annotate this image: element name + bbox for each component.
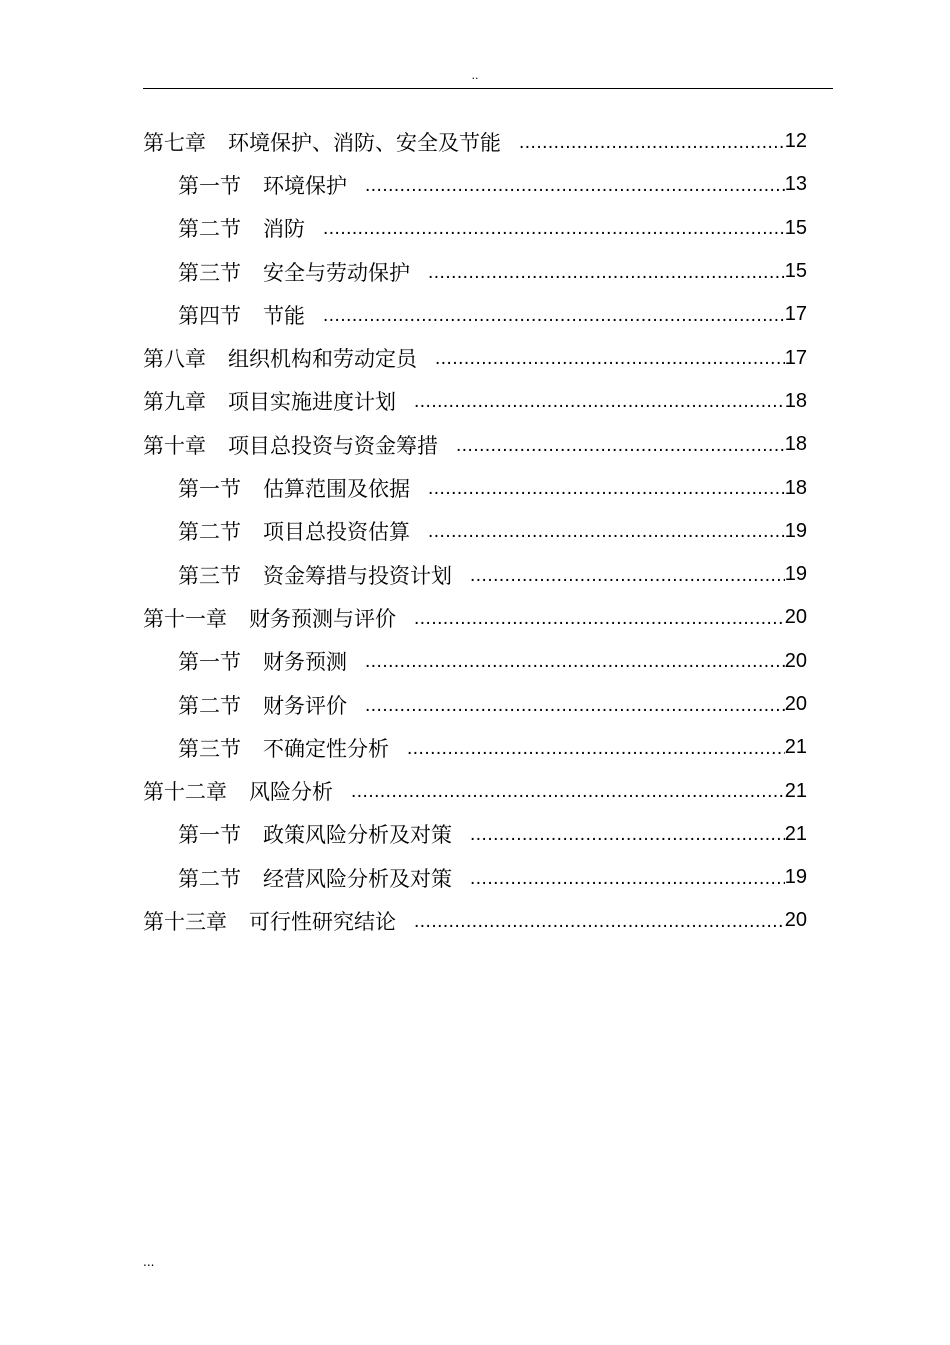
toc-entry-label: 第一节 [178,173,241,198]
toc-entry-title: 环境保护 [263,173,347,198]
toc-dot-leader [435,348,785,370]
toc-dot-leader [428,478,785,500]
toc-page-number: 21 [784,736,807,759]
toc-entry-label: 第十二章 [143,780,227,805]
toc-entry-label: 第二节 [178,866,241,891]
toc-entry-label: 第二节 [178,217,241,242]
toc-page-number: 17 [784,303,807,326]
toc-dot-leader [456,435,785,457]
toc-section-entry[interactable] [143,510,807,553]
toc-page-number: 18 [784,433,807,456]
table-of-contents [143,120,807,943]
toc-page-number: 15 [784,216,807,239]
toc-section-entry[interactable] [143,466,807,509]
toc-dot-leader [323,305,785,327]
toc-entry-label: 第三节 [178,260,241,285]
toc-entry-title: 财务预测 [263,650,347,675]
toc-page-number: 19 [784,563,807,586]
toc-dot-leader [365,695,785,717]
toc-dot-leader [414,911,785,933]
toc-dot-leader [470,824,785,846]
toc-section-entry[interactable] [143,726,807,769]
toc-dot-leader [428,262,785,284]
toc-section-entry[interactable] [143,250,807,293]
toc-page-number: 18 [784,476,807,499]
toc-page-number: 20 [784,909,807,932]
toc-page-number: 19 [784,866,807,889]
toc-chapter-entry[interactable] [143,899,807,942]
toc-page-number: 20 [784,606,807,629]
toc-section-entry[interactable] [143,553,807,596]
toc-entry-label: 第十一章 [143,606,227,631]
toc-dot-leader [414,608,785,630]
toc-entry-title: 不确定性分析 [263,736,389,761]
toc-entry-title: 经营风险分析及对策 [263,866,452,891]
toc-section-entry[interactable] [143,856,807,899]
toc-entry-title: 估算范围及依据 [263,477,410,502]
toc-entry-label: 第十章 [143,433,206,458]
toc-dot-leader [365,651,785,673]
toc-entry-label: 第八章 [143,347,206,372]
toc-dot-leader [323,218,785,240]
toc-entry-title: 组织机构和劳动定员 [228,347,417,372]
toc-entry-label: 第一节 [178,823,241,848]
toc-entry-title: 可行性研究结论 [249,909,396,934]
toc-chapter-entry[interactable] [143,380,807,423]
toc-page-number: 19 [784,519,807,542]
toc-dot-leader [407,738,785,760]
toc-chapter-entry[interactable] [143,120,807,163]
toc-page-number: 20 [784,693,807,715]
toc-entry-title: 项目总投资与资金筹措 [228,433,438,458]
toc-section-entry[interactable] [143,813,807,856]
toc-entry-title: 节能 [263,303,305,328]
toc-entry-label: 第三节 [178,563,241,588]
toc-entry-label: 第三节 [178,736,241,761]
toc-entry-title: 消防 [263,217,305,242]
toc-chapter-entry[interactable] [143,596,807,639]
header-rule [143,88,833,89]
toc-entry-title: 环境保护、消防、安全及节能 [228,130,501,155]
toc-page-number: 20 [784,649,807,672]
toc-section-entry[interactable] [143,683,807,726]
toc-dot-leader [519,132,785,154]
toc-entry-label: 第十三章 [143,909,227,934]
toc-dot-leader [470,868,785,890]
toc-entry-label: 第一节 [178,650,241,675]
toc-entry-title: 项目实施进度计划 [228,390,396,415]
toc-entry-title: 风险分析 [249,780,333,805]
toc-page-number: 21 [784,779,807,802]
toc-entry-label: 第一节 [178,477,241,502]
toc-entry-label: 第四节 [178,303,241,328]
toc-section-entry[interactable] [143,207,807,250]
toc-chapter-entry[interactable] [143,769,807,812]
header-mark: .. [471,69,479,82]
toc-entry-label: 第二节 [178,520,241,545]
toc-page-number: 17 [784,346,807,369]
toc-dot-leader [470,565,785,587]
toc-dot-leader [428,521,785,543]
toc-page-number: 21 [784,822,807,845]
toc-section-entry[interactable] [143,163,807,206]
toc-entry-title: 财务预测与评价 [249,606,396,631]
toc-entry-title: 政策风险分析及对策 [263,823,452,848]
toc-page-number: 15 [784,260,807,283]
toc-entry-title: 项目总投资估算 [263,520,410,545]
toc-page-number: 12 [784,130,807,153]
toc-section-entry[interactable] [143,293,807,336]
toc-dot-leader [351,781,785,803]
toc-entry-title: 财务评价 [263,693,347,718]
toc-page-number: 13 [784,173,807,196]
toc-page-number: 18 [784,389,807,412]
toc-entry-title: 资金筹措与投资计划 [263,563,452,588]
toc-chapter-entry[interactable] [143,423,807,466]
toc-entry-title: 安全与劳动保护 [263,260,410,285]
toc-entry-label: 第七章 [143,130,206,155]
toc-section-entry[interactable] [143,640,807,683]
footer-mark: ... [143,1255,155,1269]
toc-entry-label: 第二节 [178,693,241,718]
toc-entry-label: 第九章 [143,390,206,415]
toc-dot-leader [365,175,785,197]
toc-chapter-entry[interactable] [143,336,807,379]
toc-dot-leader [414,391,785,413]
